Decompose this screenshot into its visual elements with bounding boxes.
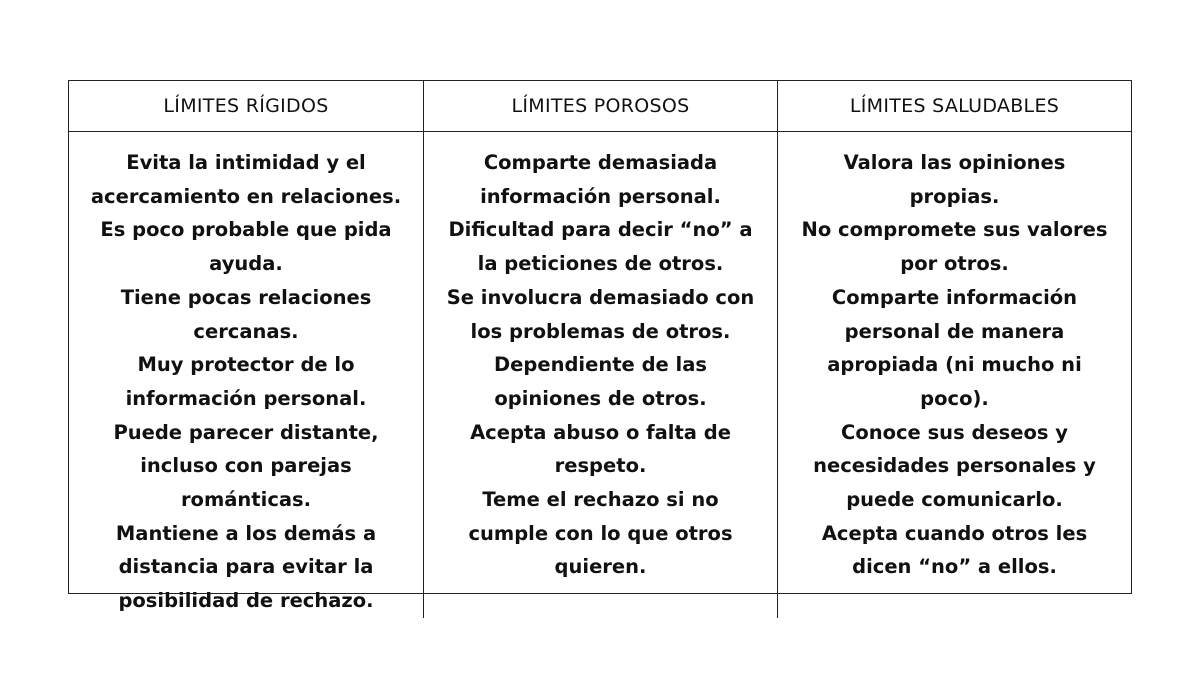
- cell-line: distancia para evitar la: [118, 555, 374, 579]
- cell-line: Acepta abuso o falta de: [470, 420, 731, 444]
- cell-line: posibilidad de rechazo.: [118, 589, 374, 613]
- cell-line: propias.: [909, 184, 1000, 208]
- cell-line: Evita la intimidad y el: [126, 151, 366, 174]
- cell-healthy: [778, 132, 1131, 618]
- cell-line: los problemas de otros.: [470, 319, 731, 343]
- cell-line: incluso con parejas: [140, 454, 352, 478]
- cell-rigid: [69, 132, 424, 618]
- cell-porous: [424, 132, 778, 618]
- cell-line: Puede parecer distante,: [113, 420, 379, 444]
- cell-line: ayuda.: [209, 252, 283, 276]
- cell-line: apropiada (ni mucho ni: [827, 353, 1082, 377]
- cell-line: la peticiones de otros.: [477, 252, 724, 276]
- cell-line: por otros.: [900, 252, 1009, 276]
- cell-line: Valora las opiniones: [843, 151, 1066, 174]
- cell-line: Es poco probable que pida: [100, 218, 392, 242]
- cell-line: Acepta cuando otros les: [821, 521, 1088, 545]
- header-healthy: LÍMITES SALUDABLES: [778, 81, 1131, 132]
- cell-line: información personal.: [125, 386, 367, 410]
- cell-line: Mantiene a los demás a: [115, 521, 377, 545]
- cell-line: respeto.: [554, 454, 647, 478]
- cell-line: Comparte demasiada: [483, 151, 718, 174]
- cell-line: Dificultad para decir “no” a: [448, 218, 753, 242]
- cell-line: puede comunicarlo.: [846, 488, 1063, 512]
- cell-line: necesidades personales y: [813, 454, 1096, 478]
- cell-line: poco).: [920, 386, 989, 410]
- cell-line: información personal.: [480, 184, 721, 208]
- header-porous: LÍMITES POROSOS: [424, 81, 778, 132]
- cell-line: acercamiento en relaciones.: [90, 184, 402, 208]
- cell-line: Se involucra demasiado con: [446, 285, 755, 309]
- cell-line: románticas.: [180, 488, 312, 512]
- cell-line: cumple con lo que otros: [468, 521, 733, 545]
- cell-line: Tiene pocas relaciones: [120, 285, 372, 309]
- cell-line: dicen “no” a ellos.: [852, 555, 1057, 579]
- cell-line: quieren.: [554, 555, 647, 579]
- cell-line: cercanas.: [193, 319, 299, 343]
- cell-line: Dependiente de las: [494, 353, 707, 377]
- cell-line: Muy protector de lo: [137, 353, 355, 377]
- cell-line: Comparte información: [831, 285, 1078, 309]
- cell-line: opiniones de otros.: [494, 386, 707, 410]
- cell-line: Conoce sus deseos y: [841, 420, 1068, 444]
- cell-line: personal de manera: [844, 319, 1065, 343]
- header-rigid: LÍMITES RÍGIDOS: [69, 81, 424, 132]
- boundaries-table: [68, 80, 1132, 613]
- cell-line: Teme el rechazo si no: [482, 488, 719, 512]
- cell-line: No compromete sus valores: [801, 218, 1108, 242]
